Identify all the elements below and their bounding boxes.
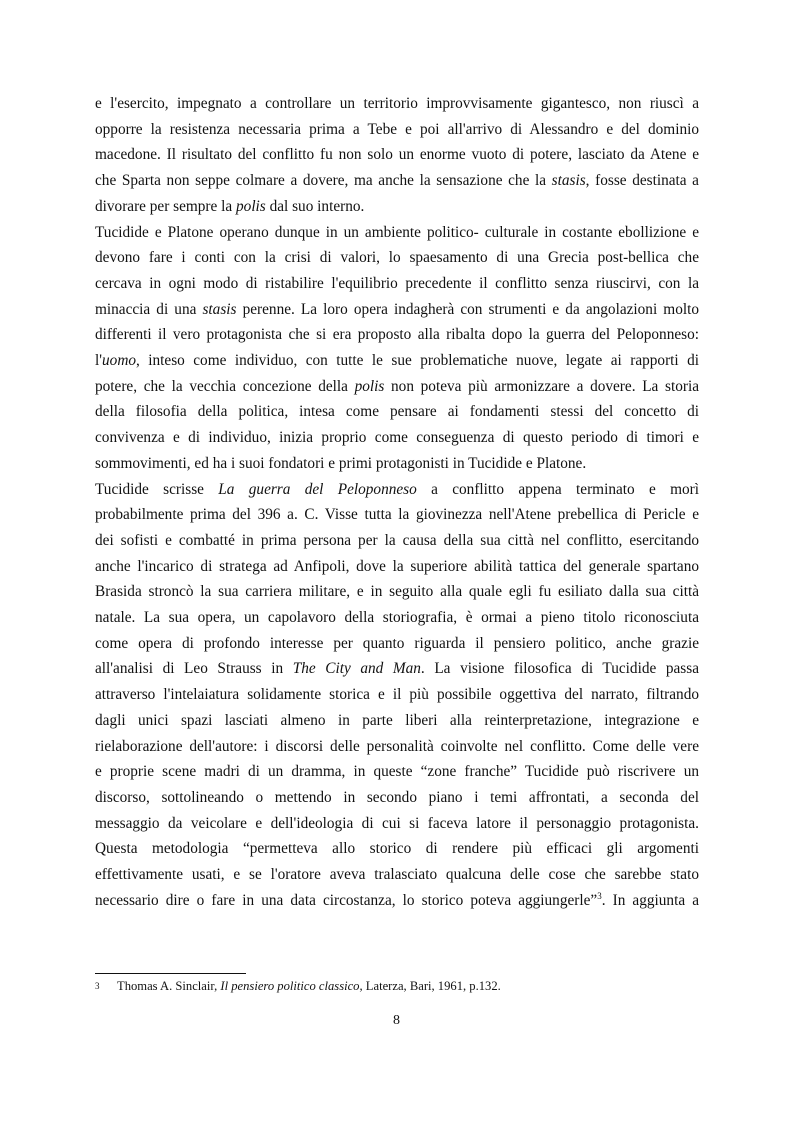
text-line: [95, 605, 699, 631]
text-line: [95, 785, 699, 811]
text-line: [95, 477, 699, 503]
text-run: cercava in ogni modo di ristabilire l'equilibrio precedente il conflitto senza riuscirvi, con la: [95, 274, 699, 292]
text-line: [95, 708, 699, 734]
text-line: [95, 117, 699, 143]
text-line: [95, 811, 699, 837]
text-line: [95, 862, 699, 888]
text-run: dei sofisti e combatté in prima persona per la causa della sua città nel conflitto, esercitando: [95, 531, 699, 549]
text-line: [95, 682, 699, 708]
text-run: Tucidide scrisse: [95, 480, 219, 498]
italic-text: uomo: [102, 352, 137, 370]
text-run: potere, che la vecchia concezione della: [95, 377, 355, 395]
text-run: non poteva più armonizzare a dovere. La storia: [384, 377, 699, 395]
text-line: [95, 656, 699, 682]
footnote-separator: [95, 973, 246, 974]
text-line: [95, 554, 699, 580]
text-line: [95, 399, 699, 425]
text-run: anche l'incarico di stratega ad Anfipoli, dove la superiore abilità tattica del generale spartano: [95, 557, 699, 575]
footnote-number: 3: [95, 981, 100, 991]
text-line: [95, 297, 699, 323]
text-run: , inteso come individuo, con tutte le sue problematiche nuove, legate ai rapporti di: [136, 352, 699, 370]
paragraph: [95, 91, 699, 220]
footnote-text: [117, 979, 501, 993]
text-run: dagli unici spazi lasciati almeno in parte liberi alla reinterpretazione, integrazione e: [95, 711, 699, 729]
text-run: messaggio da veicolare e dell'ideologia di cui si faceva latore il personaggio protagonista.: [95, 814, 699, 832]
text-run: rielaborazione dell'autore: i discorsi delle personalità coinvolte nel conflitto. Come delle vere: [95, 737, 699, 755]
text-run: perenne. La loro opera indagherà con strumenti e da angolazioni molto: [236, 300, 699, 318]
text-line: [95, 142, 699, 168]
text-line: [95, 194, 699, 220]
text-run: differenti il vero protagonista che si era proposto alla ribalta dopo la guerra del Peloponneso:: [95, 326, 699, 344]
text-line: [95, 502, 699, 528]
text-run: Brasida stroncò la sua carriera militare, e in seguito alla quale egli fu esiliato dalla sua città: [95, 583, 699, 601]
text-line: [95, 451, 699, 477]
text-line: [95, 374, 699, 400]
text-run: necessario dire o fare in una data circostanza, lo storico poteva aggiungerle”: [95, 891, 598, 909]
paragraph: [95, 220, 699, 477]
italic-text: stasis: [202, 300, 237, 318]
text-run: e proprie scene madri di un dramma, in queste “zone franche” Tucidide può riscrivere un: [95, 763, 699, 781]
text-run: all'analisi di Leo Strauss in: [95, 660, 293, 678]
text-line: [95, 245, 699, 271]
text-line: [95, 836, 699, 862]
text-run: Questa metodologia “permetteva allo storico di rendere più efficaci gli argomenti: [95, 840, 699, 858]
italic-text: stasis: [551, 172, 586, 190]
text-run: opporre la resistenza necessaria prima a Tebe e poi all'arrivo di Alessandro e del dominio: [95, 120, 699, 138]
text-line: [95, 348, 699, 374]
text-line: [95, 734, 699, 760]
text-line: [95, 271, 699, 297]
text-run: . In aggiunta a: [601, 891, 699, 909]
text-run: , fosse destinata a: [585, 172, 699, 190]
text-line: [95, 425, 699, 451]
text-line: [95, 528, 699, 554]
text-line: [95, 220, 699, 246]
text-run: come opera di profondo interesse per quanto riguarda il pensiero politico, anche grazie: [95, 634, 699, 652]
text-run: che Sparta non seppe colmare a dovere, ma anche la sensazione che la: [95, 172, 552, 190]
text-run: l': [95, 352, 103, 370]
text-run: natale. La sua opera, un capolavoro della storiografia, è ormai a pieno titolo riconosciuta: [95, 609, 699, 627]
text-run: sommovimenti, ed ha i suoi fondatori e primi protagonisti in Tucidide e Platone.: [95, 454, 587, 472]
paragraph: [95, 477, 699, 914]
text-run: minaccia di una: [95, 300, 203, 318]
italic-text: La guerra del Peloponneso: [218, 480, 417, 498]
text-run: divorare per sempre la: [95, 197, 237, 215]
text-run: e l'esercito, impegnato a controllare un territorio improvvisamente gigantesco, non riuscì a: [95, 95, 699, 112]
italic-text: polis: [236, 197, 266, 215]
footnote: [95, 978, 699, 994]
text-line: [95, 168, 699, 194]
text-run: Laterza, Bari, 1961, p.132.: [362, 979, 501, 993]
text-line: [95, 759, 699, 785]
document-body: [95, 91, 699, 914]
italic-text: Il pensiero politico classico,: [220, 979, 363, 993]
text-run: devono fare i conti con la crisi di valori, lo spaesamento di una Grecia post-bellica che: [95, 249, 699, 267]
text-run: dal suo interno.: [265, 197, 365, 215]
text-line: [95, 322, 699, 348]
text-line: [95, 888, 699, 914]
text-line: [95, 631, 699, 657]
text-run: Thomas A. Sinclair,: [117, 979, 221, 993]
text-run: della filosofia della politica, intesa come pensare ai fondamenti stessi del concetto di: [95, 403, 699, 421]
text-run: attraverso l'intelaiatura solidamente storica e il più possibile oggettiva del narrato, filtrando: [95, 686, 699, 704]
text-run: Tucidide e Platone operano dunque in un ambiente politico- culturale in costante ebollizione e: [95, 223, 699, 241]
text-run: effettivamente usati, e se l'oratore aveva tralasciato qualcuna delle cose che sarebbe stato: [95, 866, 699, 884]
italic-text: polis: [354, 377, 385, 395]
text-run: a conflitto appena terminato e morì: [416, 480, 699, 498]
text-run: probabilmente prima del 396 a. C. Visse tutta la giovinezza nell'Atene prebellica di Pericle e: [95, 506, 699, 524]
text-line: [95, 91, 699, 117]
text-run: . La visione filosofica di Tucidide passa: [420, 660, 699, 678]
text-line: [95, 579, 699, 605]
text-run: convivenza e di individuo, inizia proprio come conseguenza di questo periodo di timori e: [95, 429, 699, 447]
text-run: discorso, sottolineando o mettendo in secondo piano i temi affrontati, a seconda del: [95, 788, 699, 806]
footnote-ref: 3: [597, 890, 602, 901]
italic-text: The City and Man: [292, 660, 421, 678]
text-run: macedone. Il risultato del conflitto fu non solo un enorme vuoto di potere, lasciato da Atene e: [95, 146, 699, 164]
page-number: 8: [393, 1013, 400, 1028]
